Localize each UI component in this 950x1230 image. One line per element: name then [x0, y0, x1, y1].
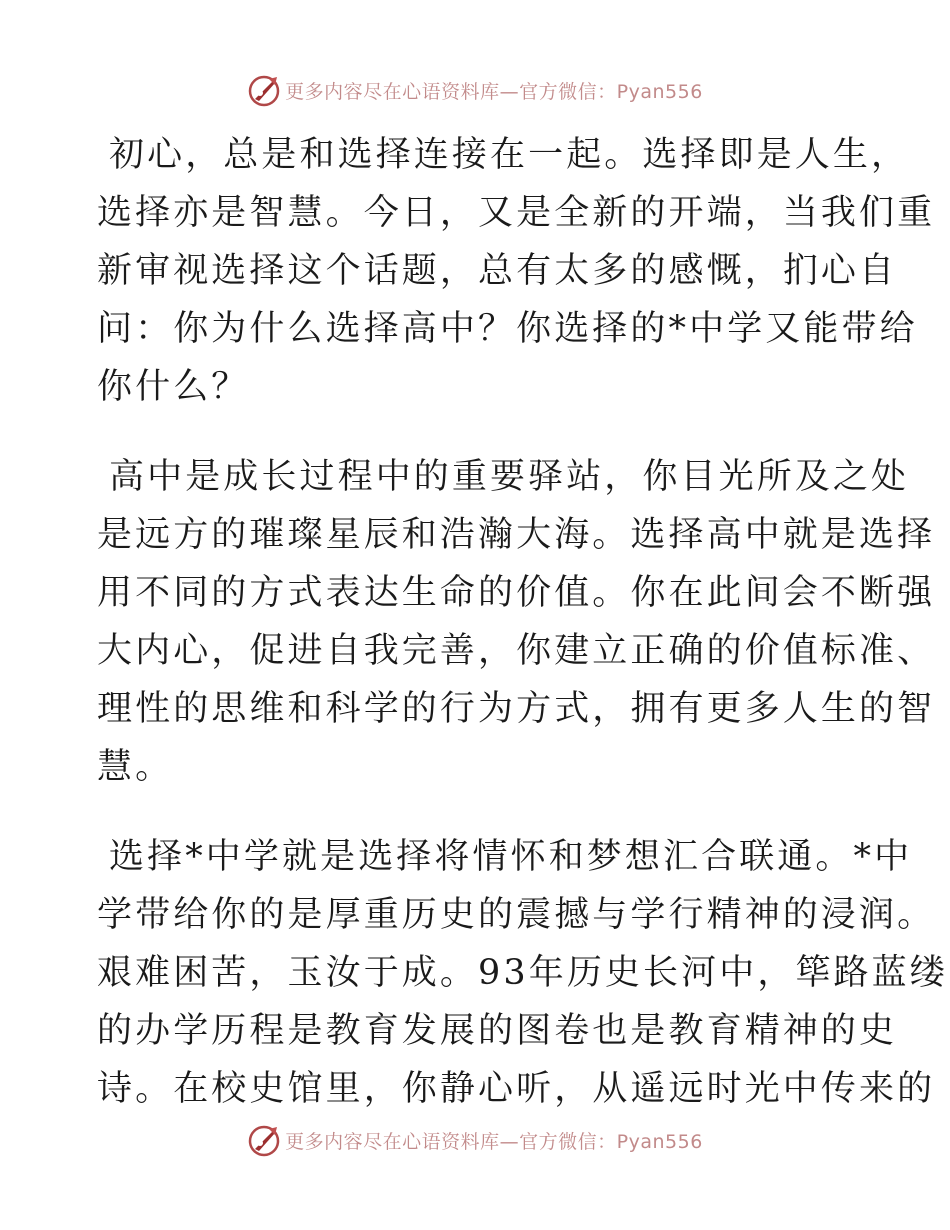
banner-text: 更多内容尽在心语资料库—官方微信：Pyan556 [285, 80, 703, 103]
text-line: 选择*中学就是选择将情怀和梦想汇合联通。*中 [109, 837, 913, 877]
document-body [97, 126, 948, 1150]
text-line: 初心，总是和选择连接在一起。选择即是人生， [109, 135, 910, 175]
text-line: 问：你为什么选择高中？你选择的*中学又能带给 [97, 309, 918, 349]
quill-logo-icon [247, 73, 281, 107]
text-line: 选择亦是智慧。今日，又是全新的开端，当我们重 [97, 193, 936, 233]
text-line: 高中是成长过程中的重要驿站，你目光所及之处 [109, 457, 910, 497]
paragraph [97, 448, 936, 796]
footer-banner [0, 1120, 950, 1160]
banner-text: 更多内容尽在心语资料库—官方微信：Pyan556 [285, 1130, 703, 1153]
text-line: 理性的思维和科学的行为方式，拥有更多人生的智 [97, 689, 936, 729]
text-line: 学带给你的是厚重历史的震撼与学行精神的浸润。 [97, 895, 936, 935]
text-line: 新审视选择这个话题，总有太多的感慨，扪心自 [97, 251, 898, 291]
quill-logo-icon [247, 1123, 281, 1157]
text-line: 是远方的璀璨星辰和浩瀚大海。选择高中就是选择 [97, 515, 936, 555]
text-line: 诗。在校史馆里，你静心听，从遥远时光中传来的 [97, 1069, 936, 1109]
paragraph [97, 126, 936, 416]
text-line: 艰难困苦，玉汝于成。93年历史长河中，筚路蓝缕 [97, 953, 948, 993]
text-line: 的办学历程是教育发展的图卷也是教育精神的史 [97, 1011, 898, 1051]
text-line: 慧。 [97, 747, 174, 787]
paragraph [97, 828, 948, 1118]
header-banner [0, 70, 950, 110]
text-line: 你什么？ [97, 367, 250, 407]
text-line: 大内心，促进自我完善，你建立正确的价值标准、 [97, 631, 936, 671]
text-line: 用不同的方式表达生命的价值。你在此间会不断强 [97, 573, 936, 613]
